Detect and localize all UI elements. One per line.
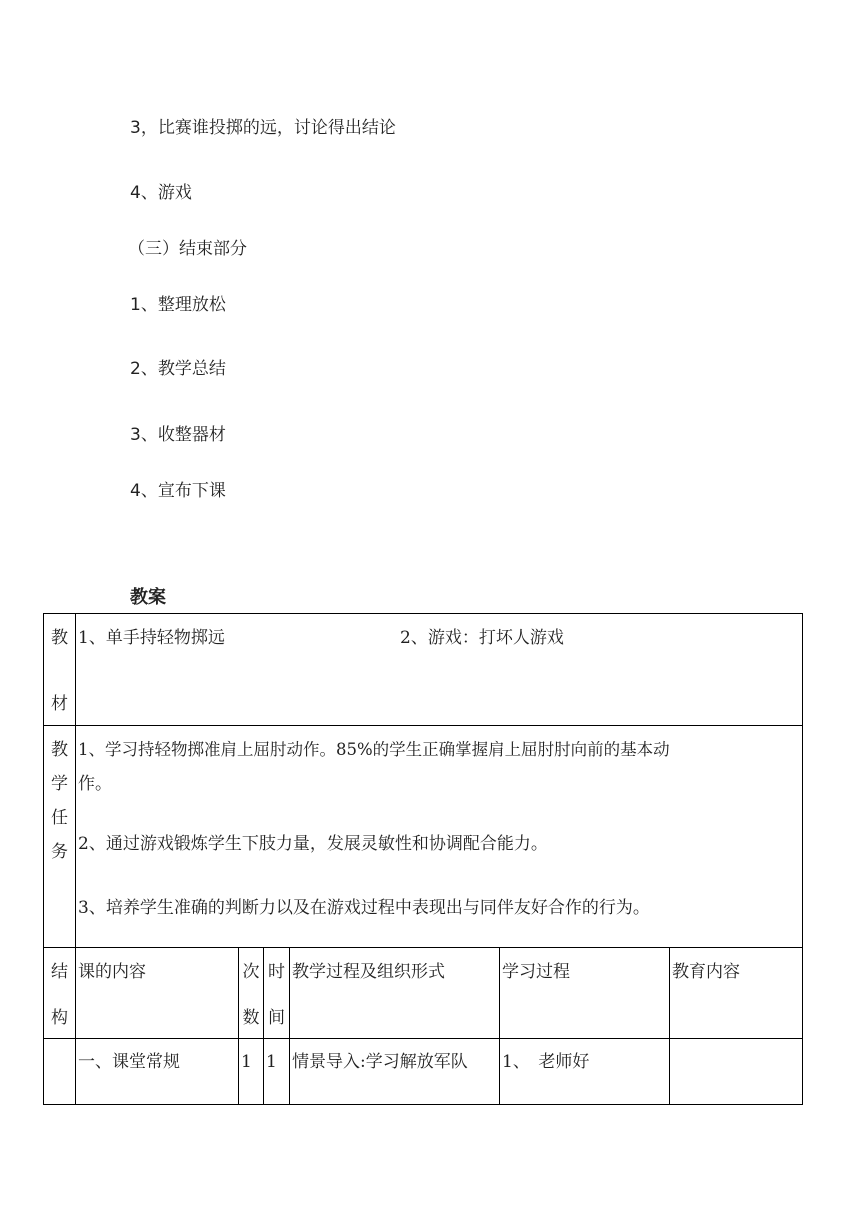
label-char: 任 — [51, 808, 68, 828]
task-3: 3、培养学生准确的判断力以及在游戏过程中表现出与同伴友好合作的行为。 — [78, 898, 650, 918]
end-step-4: 4、宣布下课 — [130, 481, 226, 501]
cell-process — [290, 1039, 500, 1105]
label-char: 数 — [242, 1008, 260, 1028]
label-char: 间 — [268, 1008, 285, 1028]
header-text: 课的内容 — [78, 962, 146, 982]
label-char: 结 — [51, 962, 68, 982]
task-1-line-1: 1、学习持轻物掷准肩上屈肘动作。85%的学生正确掌握肩上屈肘肘向前的基本动 — [78, 740, 670, 759]
material-label — [44, 614, 76, 726]
step-3-compete: 3，比赛谁投掷的远，讨论得出结论 — [130, 118, 396, 138]
header-content — [76, 948, 239, 1039]
end-step-1: 1、整理放松 — [130, 295, 226, 315]
label-char: 教 — [51, 628, 68, 648]
cell-duration — [264, 1039, 290, 1105]
lesson-plan-table — [43, 613, 803, 1105]
header-structure — [44, 948, 76, 1039]
label-char: 材 — [51, 694, 68, 714]
cell-structure — [44, 1039, 76, 1105]
label-char: 时 — [268, 962, 285, 982]
label-char: 学 — [51, 774, 68, 794]
cell-times — [239, 1039, 264, 1105]
label-char: 教 — [51, 740, 68, 760]
step-4-game: 4、游戏 — [130, 183, 192, 203]
end-step-3: 3、收整器材 — [130, 425, 226, 445]
tasks-label — [44, 726, 76, 948]
cell-content — [76, 1039, 239, 1105]
material-item-1: 1、单手持轻物掷远 — [78, 628, 225, 648]
cell-learning — [500, 1039, 670, 1105]
header-education — [670, 948, 803, 1039]
tasks-content — [76, 726, 803, 948]
header-learning — [500, 948, 670, 1039]
cell-text: 1 — [266, 1052, 277, 1072]
header-duration — [264, 948, 290, 1039]
row-tasks — [44, 726, 803, 948]
material-content — [76, 614, 803, 726]
label-char: 次 — [242, 962, 260, 982]
header-text: 教育内容 — [672, 962, 740, 982]
cell-education — [670, 1039, 803, 1105]
header-text: 教学过程及组织形式 — [292, 962, 445, 982]
cell-text: 1、 老师好 — [502, 1052, 590, 1072]
header-times — [239, 948, 264, 1039]
header-text: 学习过程 — [502, 962, 570, 982]
task-2: 2、通过游戏锻炼学生下肢力量，发展灵敏性和协调配合能力。 — [78, 834, 548, 854]
lesson-plan-heading: 教案 — [130, 587, 166, 608]
task-1-line-2: 作。 — [78, 774, 112, 794]
label-char: 务 — [51, 842, 68, 862]
material-item-2: 2、游戏：打坏人游戏 — [400, 628, 564, 648]
cell-text: 情景导入:学习解放军队 — [292, 1052, 468, 1072]
table-header-row — [44, 948, 803, 1039]
row-material — [44, 614, 803, 726]
cell-text: 一、课堂常规 — [78, 1052, 180, 1072]
label-char: 构 — [51, 1008, 68, 1028]
header-process — [290, 948, 500, 1039]
end-step-2: 2、教学总结 — [130, 359, 226, 379]
section-end-title: （三）结束部分 — [128, 239, 247, 259]
table-row — [44, 1039, 803, 1105]
cell-text: 1 — [241, 1052, 252, 1072]
